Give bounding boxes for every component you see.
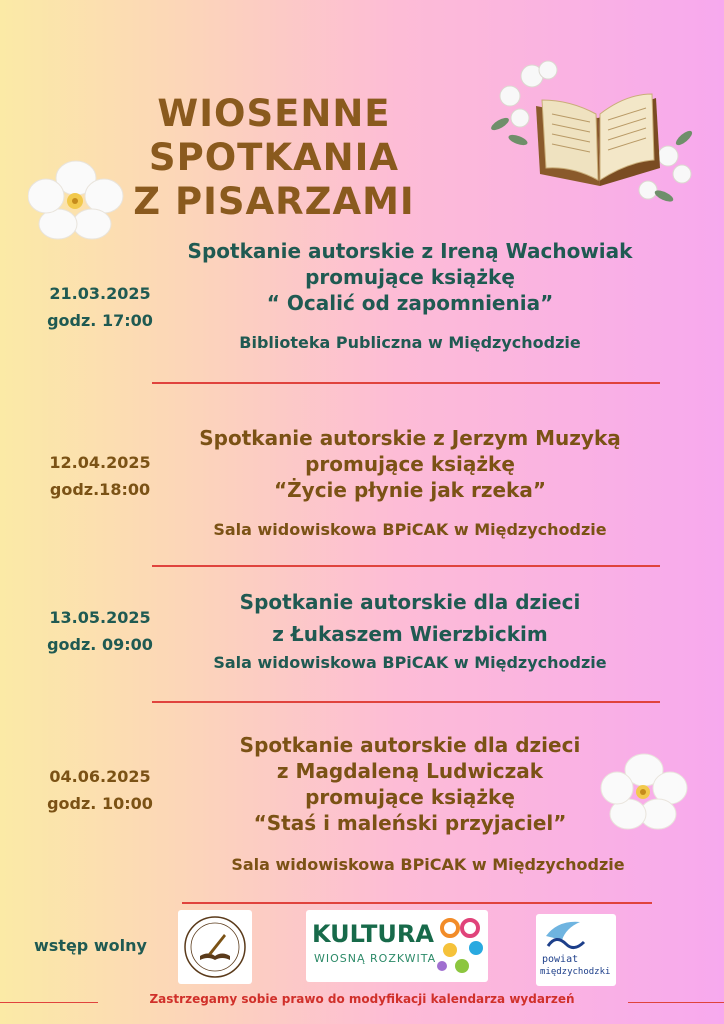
disclaimer: Zastrzegamy sobie prawo do modyfikacji kalendarza wydarzeń: [149, 992, 575, 1006]
event-2-datetime: [30, 449, 170, 503]
flower-icon: [600, 752, 688, 832]
event-date: 04.06.2025: [49, 767, 151, 786]
event-venue: Sala widowiskowa BPiCAK w Międzychodzie: [213, 520, 607, 539]
event-date: 12.04.2025: [49, 453, 151, 472]
title-line-1: WIOSENNE SPOTKANIA: [148, 92, 400, 179]
kultura-logo: [306, 910, 488, 982]
event-3-details: [150, 585, 670, 672]
free-entry-label: wstęp wolny: [34, 936, 147, 955]
event-venue: Biblioteka Publiczna w Międzychodzie: [239, 333, 581, 352]
powiat-logo: [536, 914, 616, 986]
kultura-logo-subtitle: WIOSNĄ ROZKWITA: [314, 952, 437, 965]
title-line-2: Z PISARZAMI: [133, 180, 415, 223]
event-venue: Sala widowiskowa BPiCAK w Międzychodzie: [213, 653, 607, 672]
event-time: godz. 09:00: [47, 635, 153, 654]
event-description-line: z Łukaszem Wierzbickim: [272, 622, 548, 646]
library-emblem-icon: [178, 910, 252, 984]
petals-icon: [436, 916, 486, 976]
event-description-line: “Staś i maleński przyjaciel”: [253, 811, 567, 835]
event-description-line: Spotkanie autorskie dla dzieci: [239, 733, 581, 757]
flower-icon: [28, 160, 124, 240]
event-1-details: [150, 238, 670, 352]
event-date: 13.05.2025: [49, 608, 151, 627]
library-logo: [178, 910, 252, 984]
open-book-icon: [488, 58, 696, 208]
divider: [628, 1002, 724, 1003]
event-description-line: Spotkanie autorskie z Ireną Wachowiak: [187, 239, 633, 263]
event-description-line: Spotkanie autorskie z Jerzym Muzyką: [199, 426, 621, 450]
divider: [152, 382, 660, 384]
event-date: 21.03.2025: [49, 284, 151, 303]
event-description-line: “ Ocalić od zapomnienia”: [266, 291, 554, 315]
event-time: godz. 10:00: [47, 794, 153, 813]
powiat-logo-text: międzychodzki: [540, 967, 611, 977]
event-3-datetime: [30, 604, 170, 658]
divider: [152, 701, 660, 703]
event-2-details: [150, 425, 670, 539]
event-time: godz. 17:00: [47, 311, 153, 330]
event-description-line: promujące książkę: [305, 265, 515, 289]
event-1-datetime: [30, 280, 170, 334]
event-4-details: [150, 732, 670, 874]
event-venue: Sala widowiskowa BPiCAK w Międzychodzie: [231, 855, 625, 874]
event-4-datetime: [30, 763, 170, 817]
event-description-line: promujące książkę: [305, 785, 515, 809]
event-description-line: Spotkanie autorskie dla dzieci: [239, 590, 581, 614]
event-description-line: “Życie płynie jak rzeka”: [274, 478, 546, 502]
event-description-line: promujące książkę: [305, 452, 515, 476]
divider: [182, 902, 652, 904]
kultura-logo-text: KULTURA: [312, 920, 434, 948]
powiat-logo-text: powiat: [542, 954, 579, 965]
river-emblem-icon: [542, 918, 586, 952]
event-description-line: z Magdaleną Ludwiczak: [276, 759, 544, 783]
event-time: godz.18:00: [49, 480, 151, 499]
divider: [0, 1002, 98, 1003]
divider: [152, 565, 660, 567]
